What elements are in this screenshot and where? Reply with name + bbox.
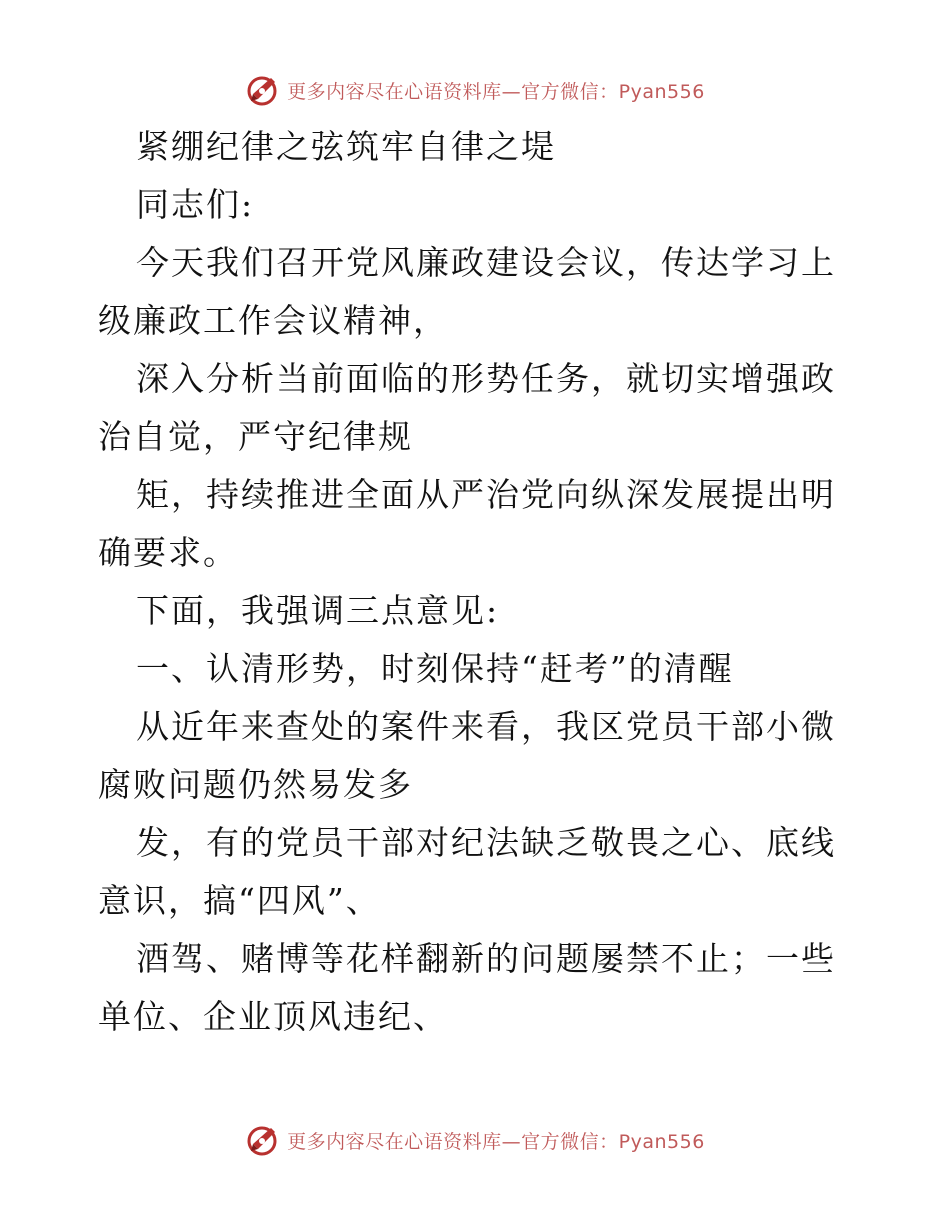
watermark-footer <box>0 1118 950 1162</box>
paragraph: 下面，我强调三点意见: <box>136 591 500 630</box>
watermark-header <box>0 68 950 112</box>
document-body <box>98 118 858 1046</box>
paragraph: 深入分析当前面临的形势任务，就切实增强政治自觉，严守纪律规 <box>98 359 836 456</box>
watermark-text: 更多内容尽在心语资料库—官方微信：Pyan556 <box>287 1130 705 1153</box>
pen-logo-icon <box>245 72 281 108</box>
document-title: 紧绷纪律之弦筑牢自律之堤 <box>136 127 556 166</box>
paragraph: 同志们: <box>136 185 255 224</box>
pen-logo-icon <box>245 1122 281 1158</box>
section-heading: 一、认清形势，时刻保持“赶考”的清醒 <box>136 649 734 688</box>
paragraph: 发，有的党员干部对纪法缺乏敬畏之心、底线意识，搞“四风”、 <box>98 823 836 920</box>
paragraph: 从近年来查处的案件来看，我区党员干部小微腐败问题仍然易发多 <box>98 707 836 804</box>
watermark-text: 更多内容尽在心语资料库—官方微信：Pyan556 <box>287 80 705 103</box>
paragraph: 酒驾、赌博等花样翻新的问题屡禁不止；一些单位、企业顶风违纪、 <box>98 939 836 1036</box>
paragraph: 今天我们召开党风廉政建设会议，传达学习上级廉政工作会议精神， <box>98 243 836 340</box>
paragraph: 矩，持续推进全面从严治党向纵深发展提出明确要求。 <box>98 475 836 572</box>
